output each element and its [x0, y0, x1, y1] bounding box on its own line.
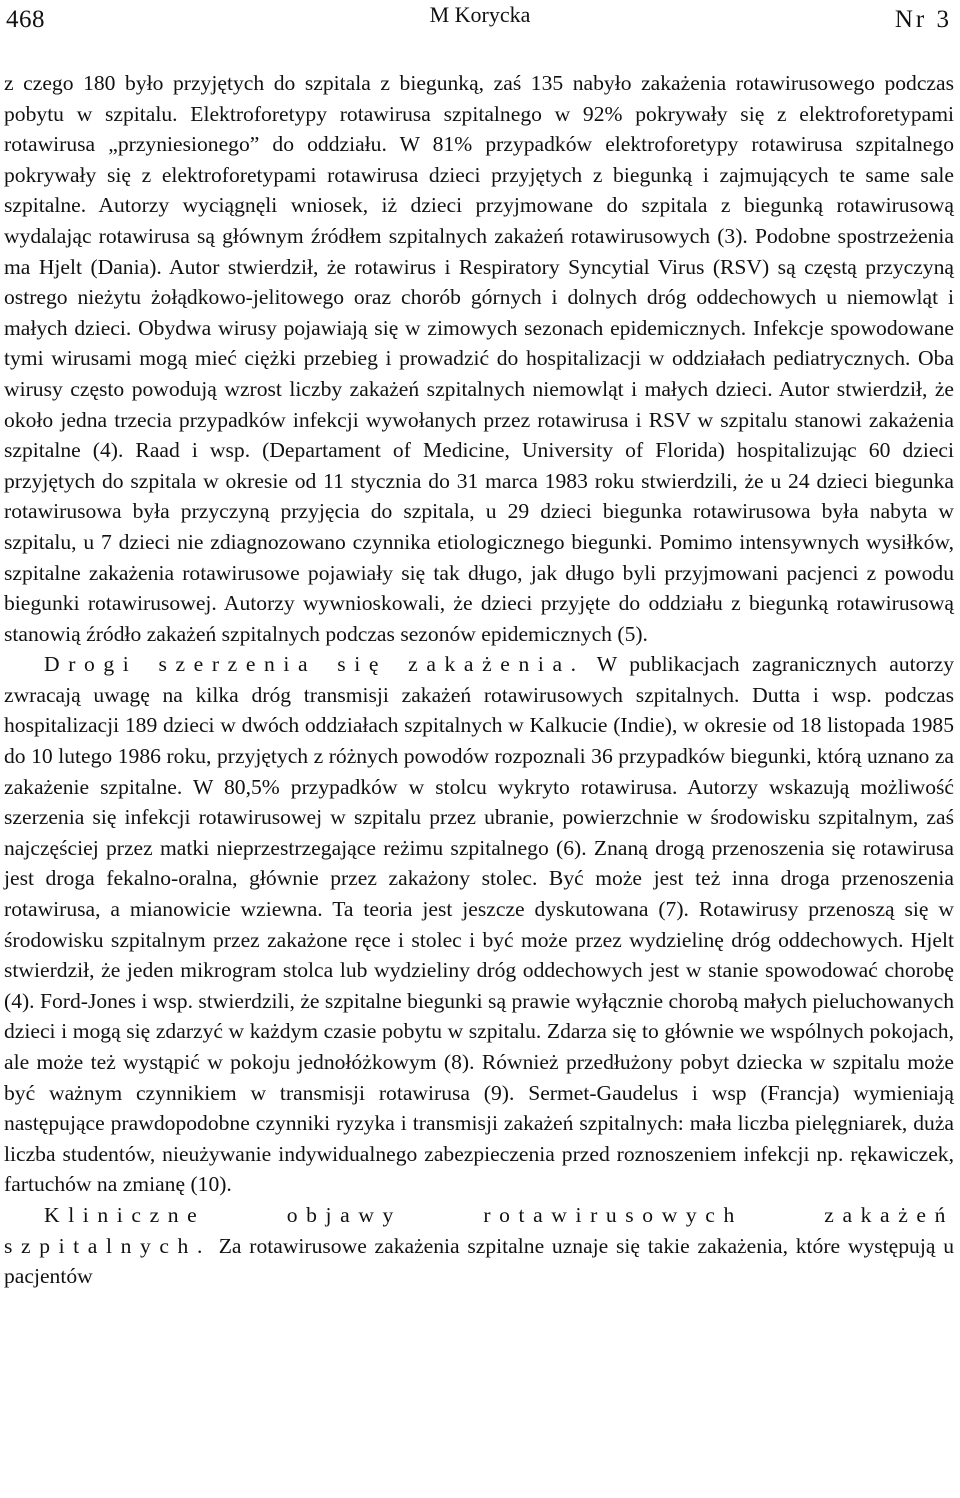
section-heading-transmission: Drogi szerzenia się zakażenia.	[44, 652, 585, 677]
section-text-transmission: W publikacjach zagranicznych autorzy zwracają uwagę na kilka dróg transmisji zakażeń rotawirusowych szpitalnych. Dutta i wsp. podczas hospitalizacji 189 dzieci w dwóch oddziałach szpitalnych w Kalkucie (Indie), w okresie od 18 listopada 1985 do 10 lutego 1986 roku, przyjętych z różnych powodów rozpoznali 36 przypadków biegunki, którą uznano za zakażenie szpitalne. W 80,5% przypadków w stolcu wykryto rotawirusa. Autorzy wskazują możliwość szerzenia się infekcji rotawirusowej w szpitalu przez ubranie, powierzchnie w środowisku szpitalnym, zaś najczęściej przez matki nieprzestrzegające reżimu szpitalnego (6). Znaną drogą przenoszenia się rotawirusa jest droga fekalno-oralna, głównie przez zakażony stolec. Być może jest też inna droga przenoszenia rotawirusa, a mianowicie wziewna. Ta teoria jest jeszcze dyskutowana (7). Rotawirusy przenoszą się w środowisku szpitalnym przez zakażone ręce i stolec i być może przez wydzielinę dróg oddechowych. Hjelt stwierdził, że jeden mikrogram stolca lub wydzieliny dróg oddechowych jest w stanie spowodować chorobę (4). Ford-Jones i wsp. stwierdzili, że szpitalne biegunki są prawie wyłącznie chorobą małych pieluchowanych dzieci i mogą się zdarzyć w każdym czasie pobytu w szpitalu. Zdarza się to głównie we wspólnych pokojach, ale może też wystąpić w pokoju jednołóżkowym (8). Również przedłużony pobyt dziecka w szpitalu może być ważnym czynnikiem w transmisji rotawirusa (9). Sermet-Gaudelus i wsp (Francja) wymieniają następujące prawdopodobne czynniki ryzyka i transmisji zakażeń szpitalnych: mała liczba pielęgniarek, duża liczba studentów, nieużywanie indywidualnego zabezpieczenia przed roznoszeniem infekcji np. rękawiczek, fartuchów na zmianę (10).	[4, 652, 955, 1197]
running-head-author: M Korycka	[429, 2, 531, 27]
paragraph-continued: z czego 180 było przyjętych do szpitala z biegunką, zaś 135 nabyło zakażenia rotawirusowego podczas pobytu w szpitalu. Elektroforetypy rotawirusa szpitalnego w 92% pokrywały się z elektroforetypami rotawirusa „przyniesionego” do oddziału. W 81% przypadków elektroforetypy rotawirusa szpitalnego pokrywały się z elektroforetypami rotawirusa dzieci przyjętych z biegunką i zajmujących te same sale szpitalne. Autorzy wyciągnęli wniosek, iż dzieci przyjmowane do szpitala z biegunką rotawirusową wydalając rotawirusa są głównym źródłem szpitalnych zakażeń rotawirusowych (3). Podobne spostrzeżenia ma Hjelt (Dania). Autor stwierdził, że rotawirus i Respiratory Syncytial Virus (RSV) są częstą przyczyną ostrego nieżytu żołądkowo-jelitowego oraz chorób górnych i dolnych dróg oddechowych u niemowląt i małych dzieci. Obydwa wirusy pojawiają się w zimowych sezonach epidemicznych. Infekcje spowodowane tymi wirusami mogą mieć ciężki przebieg i prowadzić do hospitalizacji w oddziałach pediatrycznych. Oba wirusy często powodują wzrost liczby zakażeń szpitalnych niemowląt i małych dzieci. Autor stwierdził, że około jedna trzecia przypadków infekcji wywołanych przez rotawirusa i RSV w szpitalu stanowi zakażenia szpitalne (4). Raad i wsp. (Departament of Medicine, University of Florida) hospitalizując 60 dzieci przyjętych do szpitala w okresie od 11 stycznia do 31 marca 1983 roku stwierdzili, że u 24 dzieci biegunka rotawirusowa była przyczyną przyjęcia do szpitala, u 29 dzieci biegunka rotawirusowa była nabyta w szpitalu, u 7 dzieci nie zdiagnozowano czynnika etiologicznego biegunki. Pomimo intensywnych wysiłków, szpitalne zakażenia rotawirusowe pojawiały się tak długo, jak długo byli przyjmowani pacjenci z powodu biegunki rotawirusowej. Autorzy wywnioskowali, że dzieci przyjęte do oddziału z biegunką rotawirusową stanowią źródło zakażeń szpitalnych podczas sezonów epidemicznych (5).	[4, 71, 954, 646]
page-header	[0, 0, 960, 44]
paragraph-clinical-symptoms	[4, 1200, 954, 1292]
section-text-clinical: Za rotawirusowe zakażenia szpitalne uznaje się takie zakażenia, które występują u pacjentów	[4, 1233, 954, 1289]
issue-number: Nr 3	[894, 6, 952, 33]
paragraph-transmission-routes	[4, 649, 954, 1200]
article-body	[4, 68, 954, 1292]
section-heading-clinical: Kliniczne objawy rotawirusowych zakażeń szpitalnych.	[4, 1202, 954, 1258]
page-number: 468	[6, 6, 45, 33]
